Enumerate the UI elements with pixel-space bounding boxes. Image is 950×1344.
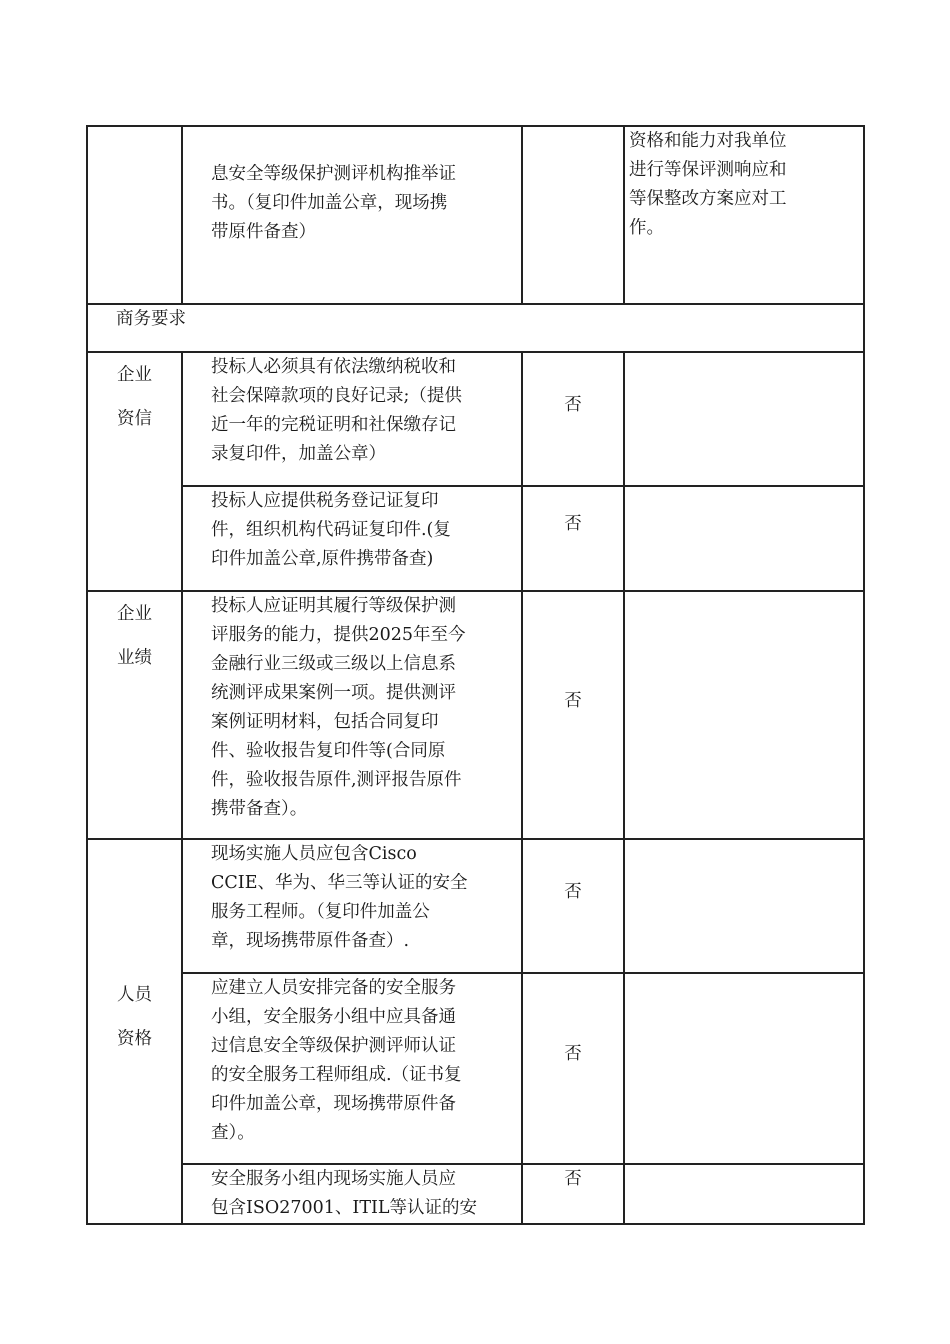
note-cell [624, 126, 864, 304]
requirement-cell [182, 486, 522, 591]
response-text: 否 [564, 691, 582, 711]
response-cell [522, 973, 624, 1164]
table-row [87, 1164, 864, 1224]
response-text: 否 [564, 882, 582, 902]
response-cell [522, 352, 624, 486]
requirement-cell [182, 591, 522, 839]
requirement-cell [182, 1164, 522, 1224]
requirement-text: 应建立人员安排完备的安全服务 小组，安全服务小组中应具备通 过信息安全等级保护测评师认证 的安全服务工程师组成.（证书复 印件加盖公章，现场携带原件备 查）。 [211, 978, 462, 1143]
note-cell [624, 352, 864, 486]
category-label: 企业 资信 [117, 365, 152, 429]
requirement-text: 安全服务小组内现场实施人员应 包含ISO27001、ITIL等认证的安 [211, 1169, 478, 1218]
category-label: 人员 资格 [117, 985, 152, 1049]
requirement-cell [182, 352, 522, 486]
table-row [87, 352, 864, 486]
note-cell [624, 1164, 864, 1224]
response-cell [522, 839, 624, 973]
response-text: 否 [564, 1169, 582, 1189]
requirement-text: 投标人应提供税务登记证复印 件，组织机构代码证复印件.(复 印件加盖公章,原件携带备查) [211, 491, 451, 569]
response-cell [522, 591, 624, 839]
response-cell [522, 486, 624, 591]
category-cell [87, 352, 182, 591]
table-row [87, 973, 864, 1164]
response-cell [522, 126, 624, 304]
table-row [87, 591, 864, 839]
response-text: 否 [564, 1044, 582, 1064]
requirement-cell [182, 839, 522, 973]
response-text: 否 [564, 514, 582, 534]
note-cell [624, 591, 864, 839]
requirements-table [86, 125, 865, 1225]
category-cell [87, 591, 182, 839]
response-text: 否 [564, 395, 582, 415]
category-label: 企业 业绩 [117, 604, 152, 668]
section-title: 商务要求 [116, 309, 186, 329]
category-cell [87, 839, 182, 1224]
table-row [87, 486, 864, 591]
section-row [87, 304, 864, 352]
requirement-text: 现场实施人员应包含Cisco CCIE、华为、华三等认证的安全 服务工程师。（复印件加盖公 章，现场携带原件备查）. [211, 844, 468, 951]
table-row [87, 126, 864, 304]
note-cell [624, 486, 864, 591]
table-row [87, 839, 864, 973]
section-cell [87, 304, 864, 352]
requirement-text: 投标人必须具有依法缴纳税收和 社会保障款项的良好记录;（提供 近一年的完税证明和社保缴存记 录复印件，加盖公章） [211, 357, 462, 464]
requirement-text: 息安全等级保护测评机构推举证 书。（复印件加盖公章，现场携 带原件备查） [211, 164, 456, 242]
requirement-cell [182, 973, 522, 1164]
requirement-text: 投标人应证明其履行等级保护测 评服务的能力，提供2025年至今 金融行业三级或三级以上信息系 统测评成果案例一项。提供测评 案例证明材料，包括合同复印 件、验收报告复印件等(合同原 件，验收报告原件,测评报告原件 携带备查）。 [211, 596, 466, 819]
category-cell [87, 126, 182, 304]
note-text: 资格和能力对我单位 进行等保评测响应和 等保整改方案应对工 作。 [629, 131, 787, 238]
requirement-cell [182, 126, 522, 304]
note-cell [624, 839, 864, 973]
note-cell [624, 973, 864, 1164]
response-cell [522, 1164, 624, 1224]
